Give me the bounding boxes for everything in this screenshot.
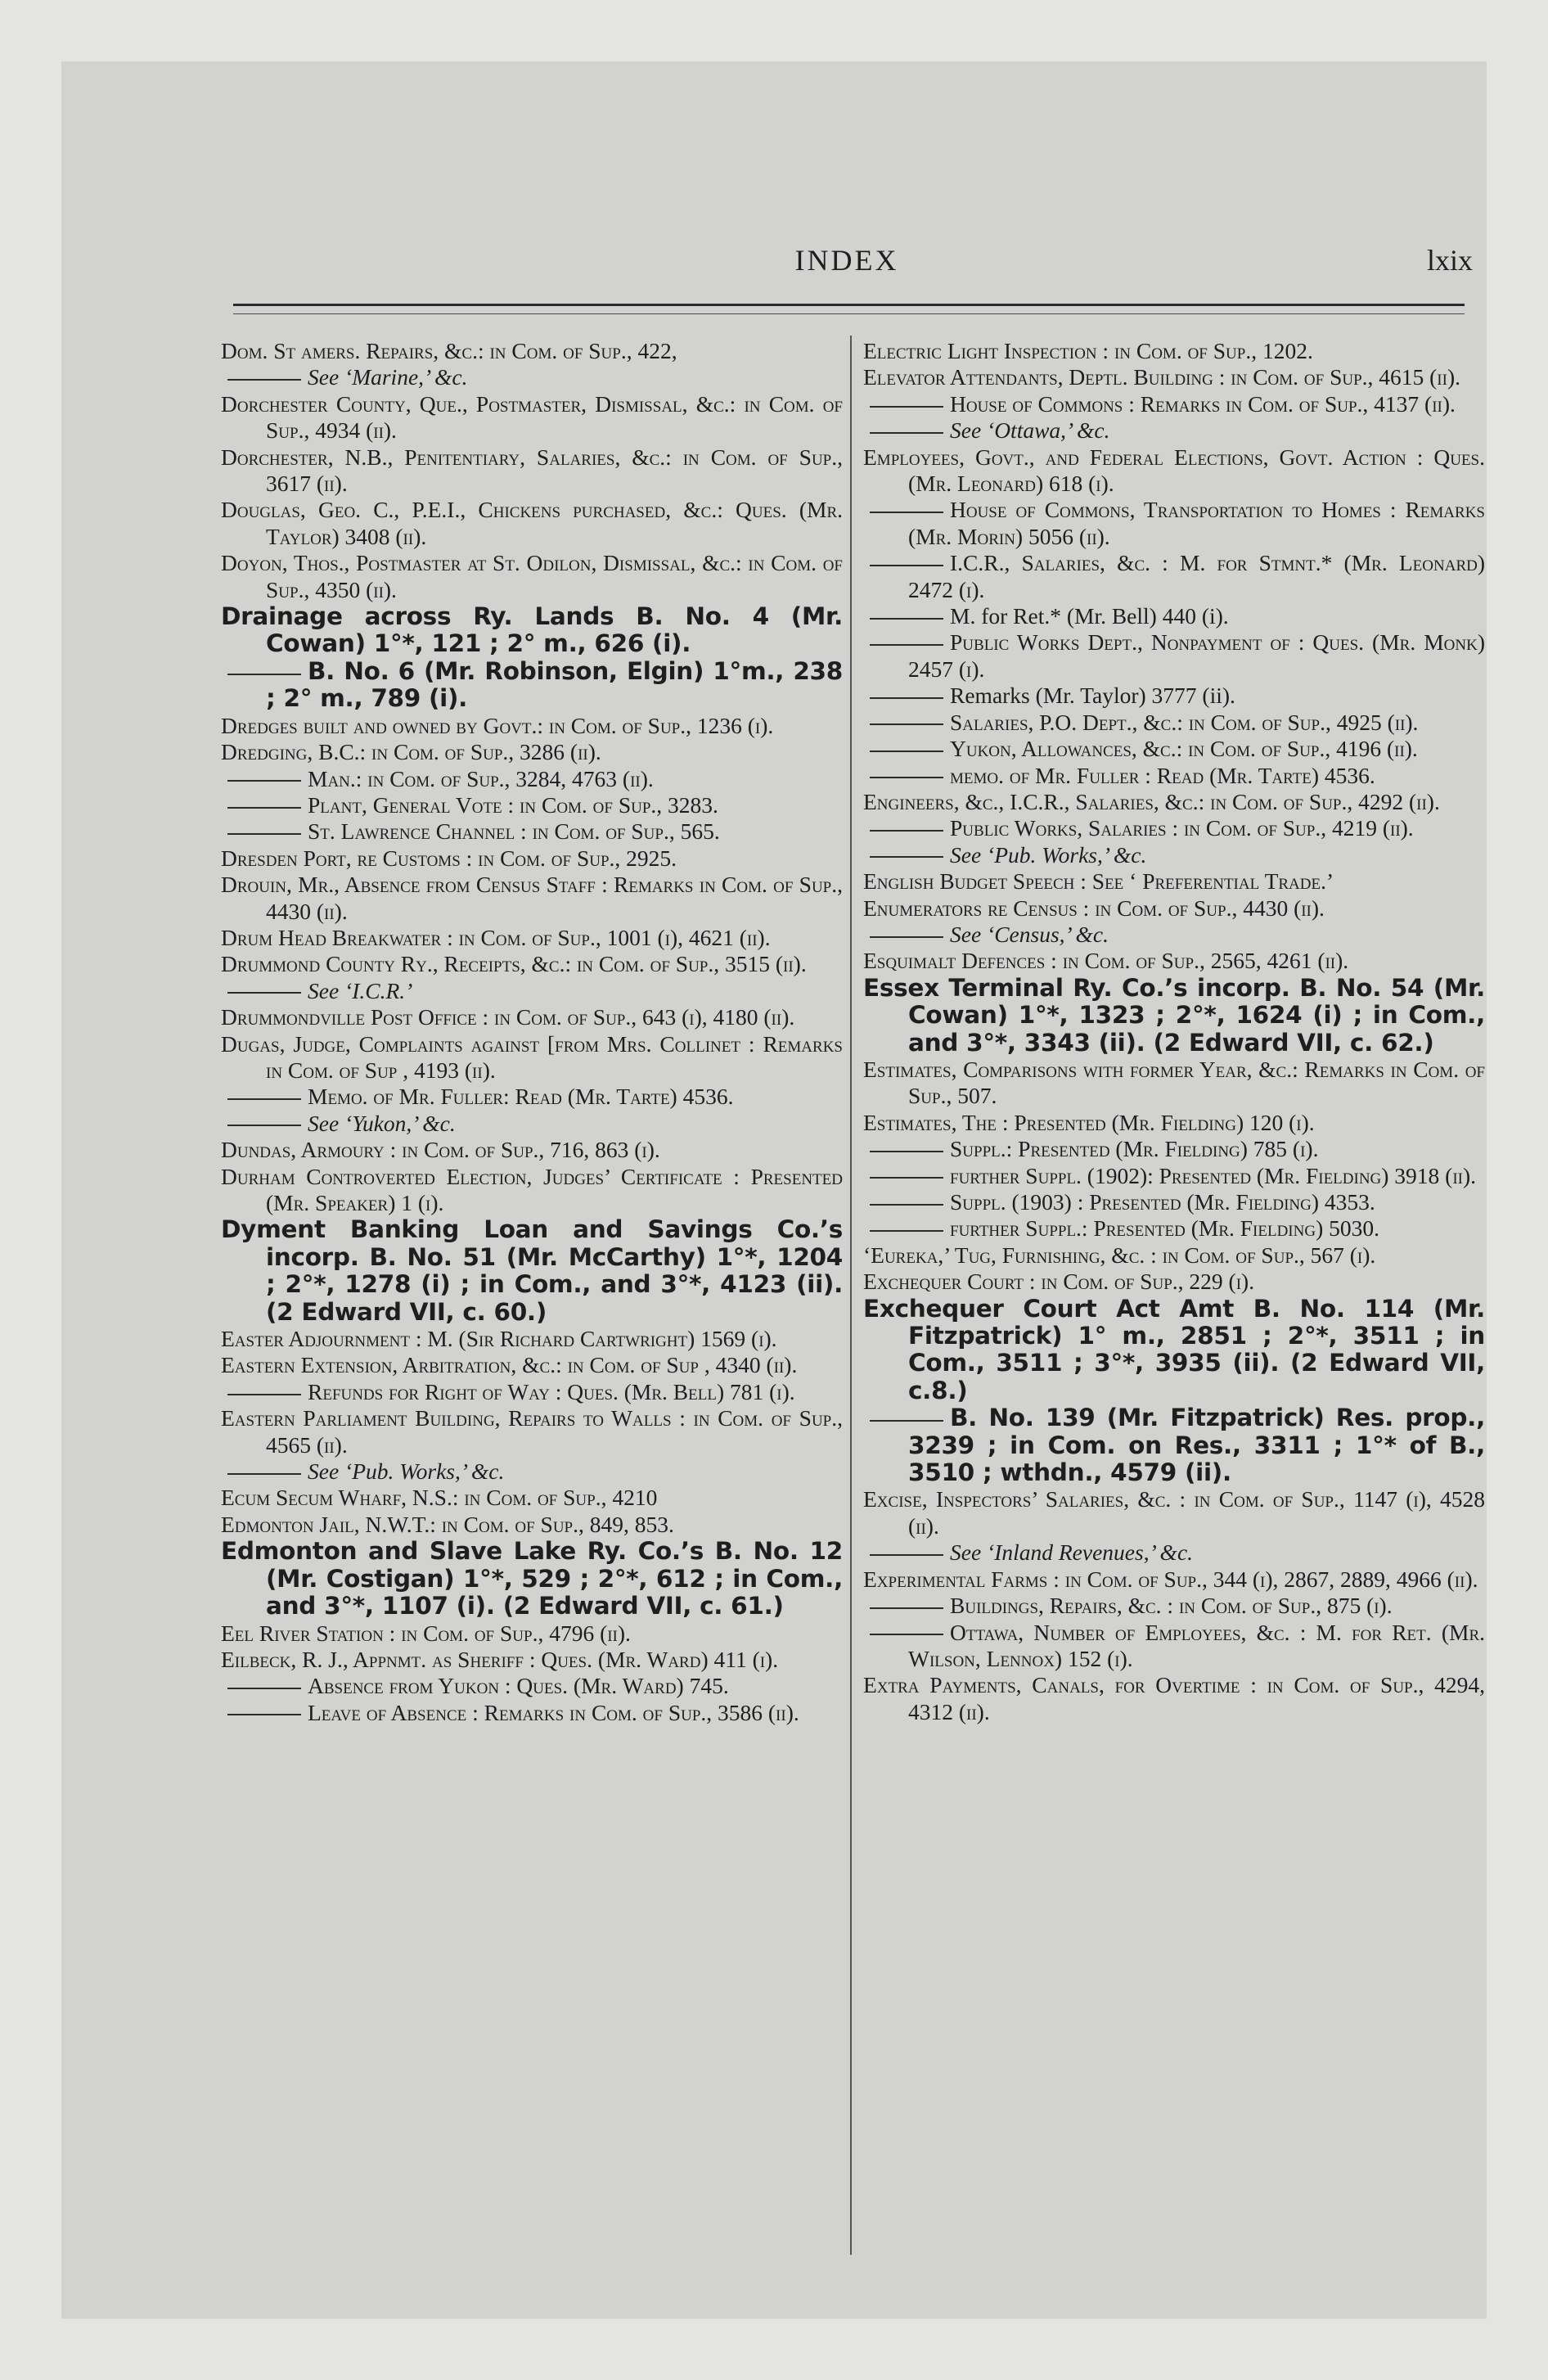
index-subentry-text: Public Works Dept., Nonpayment of : Ques. (Mr. Monk) 2457 (i).: [908, 629, 1485, 682]
index-subentry-text: Ottawa, Number of Employees, &c. : M. for Ret. (Mr. Wilson, Lennox) 152 (i).: [908, 1619, 1485, 1671]
ditto-dash: [870, 1230, 943, 1232]
ditto-dash: [870, 830, 943, 832]
ditto-dash: [227, 1125, 301, 1126]
index-subentry-text: See ‘Census,’ &c.: [950, 921, 1109, 947]
ditto-dash: [870, 856, 943, 858]
index-subentry: [863, 1215, 1485, 1242]
index-subentry-text: Plant, General Vote : in Com. of Sup., 3283.: [308, 791, 718, 818]
index-subentry: [863, 391, 1485, 417]
index-entry: Dugas, Judge, Complaints against [from Mrs. Collinet : Remarks in Com. of Sup , 4193 (ii).: [221, 1030, 843, 1083]
index-subentry-text: Suppl. (1903) : Presented (Mr. Fielding) 4353.: [950, 1189, 1375, 1215]
index-subentry: [221, 978, 843, 1004]
index-column-right: [863, 338, 1485, 1725]
index-entry: Eastern Extension, Arbitration, &c.: in Com. of Sup , 4340 (ii).: [221, 1352, 798, 1378]
index-subentry-text: See ‘Pub. Works,’ &c.: [950, 841, 1147, 868]
index-entry: Dresden Port, re Customs : in Com. of Sup., 2925.: [221, 845, 677, 871]
index-subentry-text: See ‘Pub. Works,’ &c.: [308, 1458, 505, 1485]
bill-entry-text: Exchequer Court Act Amt B. No. 114 (Mr. Fitzpatrick) 1° m., 2851 ; 2°*, 3511 ; in Com., 3511 ; 3°*, 3935 (ii). (2 Edward VII, c.8.): [863, 1294, 1485, 1404]
index-subentry: [863, 497, 1485, 550]
ditto-dash: [870, 512, 943, 513]
index-entry-bill: [863, 1296, 1485, 1405]
index-subentry: [863, 1539, 1485, 1566]
index-subentry-text: M. for Ret.* (Mr. Bell) 440 (i).: [950, 603, 1229, 629]
index-entry: Dredging, B.C.: in Com. of Sup., 3286 (ii).: [221, 739, 601, 765]
ditto-dash: [227, 379, 301, 381]
index-subentry: [221, 1111, 843, 1137]
index-subentry-text: further Suppl. (1902): Presented (Mr. Fielding) 3918 (ii).: [950, 1162, 1477, 1188]
index-entry: Employees, Govt., and Federal Elections, Govt. Action : Ques. (Mr. Leonard) 618 (i).: [863, 444, 1485, 497]
index-entry-bill: [221, 1538, 843, 1620]
index-entry: English Budget Speech : See ‘ Preferential Trade.’: [863, 868, 1334, 895]
index-subentry-text: Suppl.: Presented (Mr. Fielding) 785 (i).: [950, 1136, 1319, 1162]
bill-entry-text: Drainage across Ry. Lands B. No. 4 (Mr. Cowan) 1°*, 121 ; 2° m., 626 (i).: [221, 602, 843, 658]
index-subentry: [221, 658, 843, 713]
ditto-dash: [227, 807, 301, 809]
ditto-dash: [870, 432, 943, 434]
bill-subentry-text: B. No. 6 (Mr. Robinson, Elgin) 1°m., 238 ; 2° m., 789 (i).: [266, 656, 843, 713]
index-entry: Enumerators re Census : in Com. of Sup., 4430 (ii).: [863, 895, 1325, 921]
index-entry: Experimental Farms : in Com. of Sup., 344 (i), 2867, 2889, 4966 (ii).: [863, 1566, 1478, 1592]
index-subentry-text: Memo. of Mr. Fuller: Read (Mr. Tarte) 4536.: [308, 1084, 734, 1110]
index-subentry: [221, 1084, 843, 1110]
index-entry: Drummond County Ry., Receipts, &c.: in Com. of Sup., 3515 (ii).: [221, 951, 807, 977]
index-subentry-text: See ‘Ottawa,’ &c.: [950, 417, 1110, 444]
index-entry: Ecum Secum Wharf, N.S.: in Com. of Sup., 4210: [221, 1485, 658, 1511]
ditto-dash: [227, 674, 301, 675]
index-subentry-text: See ‘Yukon,’ &c.: [308, 1110, 456, 1136]
bill-subentry-text: B. No. 139 (Mr. Fitzpatrick) Res. prop., 3239 ; in Com. on Res., 3311 ; 1°* of B., 3510 ; wthdn., 4579 (ii).: [908, 1404, 1485, 1487]
index-subentry-text: House of Commons, Transportation to Homes : Remarks (Mr. Morin) 5056 (ii).: [908, 497, 1485, 549]
index-subentry: [221, 1458, 843, 1485]
index-subentry-text: further Suppl.: Presented (Mr. Fielding) 5030.: [950, 1215, 1379, 1242]
index-entry: Doyon, Thos., Postmaster at St. Odilon, Dismissal, &c.: in Com. of Sup., 4350 (ii).: [221, 550, 843, 602]
index-subentry: [863, 629, 1485, 683]
ditto-dash: [870, 936, 943, 938]
ditto-dash: [870, 618, 943, 620]
ditto-dash: [227, 1098, 301, 1100]
index-subentry: [221, 818, 843, 845]
ditto-dash: [227, 1688, 301, 1689]
page-number: lxix: [1426, 244, 1473, 277]
bill-entry-text: Essex Terminal Ry. Co.’s incorp. B. No. 54 (Mr. Cowan) 1°*, 1323 ; 2°*, 1624 (i) ; in Com., and 3°*, 3343 (ii). (2 Edward VII, c. 62.): [863, 973, 1485, 1057]
ditto-dash: [870, 1420, 943, 1422]
ditto-dash: [870, 565, 943, 566]
index-entry: Eastern Parliament Building, Repairs to Walls : in Com. of Sup., 4565 (ii).: [221, 1405, 843, 1458]
index-subentry: [221, 766, 843, 792]
index-entry: Excise, Inspectors’ Salaries, &c. : in Com. of Sup., 1147 (i), 4528 (ii).: [863, 1486, 1485, 1539]
index-subentry-text: See ‘I.C.R.’: [308, 977, 413, 1003]
index-entry-bill: [221, 1216, 843, 1326]
index-page: [221, 233, 1485, 2296]
ditto-dash: [227, 1394, 301, 1395]
index-entry: Dredges built and owned by Govt.: in Com. of Sup., 1236 (i).: [221, 712, 774, 738]
index-entry: Easter Adjournment : M. (Sir Richard Cartwright) 1569 (i).: [221, 1326, 777, 1352]
index-subentry: [863, 1136, 1485, 1162]
ditto-dash: [870, 644, 943, 646]
index-subentry: [863, 1593, 1485, 1619]
index-subentry: [863, 815, 1485, 841]
index-subentry-text: House of Commons : Remarks in Com. of Sup., 4137 (ii).: [950, 390, 1456, 417]
index-entry: Extra Payments, Canals, for Overtime : in Com. of Sup., 4294, 4312 (ii).: [863, 1672, 1485, 1724]
ditto-dash: [870, 1634, 943, 1635]
index-subentry-text: Public Works, Salaries : in Com. of Sup., 4219 (ii).: [950, 815, 1414, 841]
index-subentry: [863, 1163, 1485, 1189]
ditto-dash: [227, 1714, 301, 1715]
scanned-page-background: [61, 61, 1487, 2319]
ditto-dash: [227, 1473, 301, 1475]
index-entry: Douglas, Geo. C., P.E.I., Chickens purchased, &c.: Ques. (Mr. Taylor) 3408 (ii).: [221, 497, 843, 549]
ditto-dash: [227, 833, 301, 835]
ditto-dash: [227, 780, 301, 782]
running-head: [221, 243, 1473, 292]
index-entry: Estimates, The : Presented (Mr. Fielding) 120 (i).: [863, 1109, 1315, 1135]
index-subentry-text: I.C.R., Salaries, &c. : M. for Stmnt.* (Mr. Leonard) 2472 (i).: [908, 550, 1485, 602]
page-title: INDEX: [794, 244, 899, 277]
ditto-dash: [870, 723, 943, 725]
index-entry-bill: [863, 975, 1485, 1057]
index-subentry: [221, 1700, 843, 1726]
index-entry: Dorchester County, Que., Postmaster, Dismissal, &c.: in Com. of Sup., 4934 (ii).: [221, 390, 843, 444]
index-entry: Estimates, Comparisons with former Year, &c.: Remarks in Com. of Sup., 507.: [863, 1056, 1485, 1109]
index-subentry: [863, 683, 1485, 709]
index-subentry: [863, 736, 1485, 762]
bill-entry-text: Edmonton and Slave Lake Ry. Co.’s B. No. 12 (Mr. Costigan) 1°*, 529 ; 2°*, 612 ; in Com., and 3°*, 1107 (i). (2 Edward VII, c. 61.): [221, 1537, 843, 1620]
ditto-dash: [870, 406, 943, 408]
index-entry: Dom. St amers. Repairs, &c.: in Com. of Sup., 422,: [221, 338, 677, 363]
ditto-dash: [870, 751, 943, 752]
index-subentry-text: Leave of Absence : Remarks in Com. of Sup., 3586 (ii).: [308, 1699, 799, 1725]
index-subentry: [863, 1620, 1485, 1673]
index-entry: Eel River Station : in Com. of Sup., 4796 (ii).: [221, 1620, 631, 1646]
index-entry: Elevator Attendants, Deptl. Building : in Com. of Sup., 4615 (ii).: [863, 364, 1460, 390]
index-subentry: [863, 550, 1485, 603]
index-entry-bill: [221, 603, 843, 658]
index-subentry: [863, 1189, 1485, 1215]
index-entry: Drouin, Mr., Absence from Census Staff : Remarks in Com. of Sup., 4430 (ii).: [221, 872, 843, 924]
index-subentry: [863, 1404, 1485, 1486]
index-subentry: [863, 710, 1485, 736]
header-rule-thin: [233, 313, 1465, 314]
index-subentry: [221, 1379, 843, 1405]
index-subentry: [221, 1673, 843, 1699]
index-subentry-text: Refunds for Right of Way : Ques. (Mr. Bell) 781 (i).: [308, 1378, 795, 1404]
ditto-dash: [870, 1177, 943, 1179]
index-subentry: [221, 364, 843, 390]
index-subentry-text: Remarks (Mr. Taylor) 3777 (ii).: [950, 683, 1235, 709]
column-divider: [850, 336, 852, 2255]
index-subentry-text: memo. of Mr. Fuller : Read (Mr. Tarte) 4536.: [950, 762, 1375, 788]
index-subentry: [863, 842, 1485, 868]
index-subentry: [863, 922, 1485, 948]
ditto-dash: [870, 1204, 943, 1206]
ditto-dash: [870, 777, 943, 778]
index-subentry: [863, 603, 1485, 629]
header-rule: [233, 304, 1465, 306]
index-subentry: [863, 417, 1485, 444]
index-entry: Esquimalt Defences : in Com. of Sup., 2565, 4261 (ii).: [863, 948, 1349, 974]
index-subentry-text: Buildings, Repairs, &c. : in Com. of Sup., 875 (i).: [950, 1593, 1393, 1619]
index-subentry: [863, 763, 1485, 789]
index-subentry-text: See ‘Marine,’ &c.: [308, 364, 468, 390]
index-entry: Edmonton Jail, N.W.T.: in Com. of Sup., 849, 853.: [221, 1511, 674, 1537]
ditto-dash: [870, 1607, 943, 1609]
index-entry: Electric Light Inspection : in Com. of Sup., 1202.: [863, 338, 1313, 363]
index-entry: Engineers, &c., I.C.R., Salaries, &c.: in Com. of Sup., 4292 (ii).: [863, 788, 1440, 814]
index-entry: ‘Eureka,’ Tug, Furnishing, &c. : in Com. of Sup., 567 (i).: [863, 1242, 1376, 1268]
index-subentry: [221, 792, 843, 818]
index-entry: Drummondville Post Office : in Com. of Sup., 643 (i), 4180 (ii).: [221, 1004, 795, 1030]
index-entry: Exchequer Court : in Com. of Sup., 229 (i).: [863, 1269, 1255, 1295]
index-entry: Dundas, Armoury : in Com. of Sup., 716, 863 (i).: [221, 1137, 660, 1163]
ditto-dash: [227, 992, 301, 994]
index-subentry-text: Salaries, P.O. Dept., &c.: in Com. of Sup., 4925 (ii).: [950, 709, 1419, 735]
ditto-dash: [870, 697, 943, 699]
index-subentry-text: Yukon, Allowances, &c.: in Com. of Sup., 4196 (ii).: [950, 736, 1418, 762]
index-entry: Drum Head Breakwater : in Com. of Sup., 1001 (i), 4621 (ii).: [221, 924, 771, 950]
index-subentry-text: St. Lawrence Channel : in Com. of Sup., 565.: [308, 818, 720, 845]
index-entry: Dorchester, N.B., Penitentiary, Salaries, &c.: in Com. of Sup., 3617 (ii).: [221, 444, 843, 497]
index-subentry-text: Man.: in Com. of Sup., 3284, 4763 (ii).: [308, 765, 654, 791]
ditto-dash: [870, 1554, 943, 1556]
index-subentry-text: Absence from Yukon : Ques. (Mr. Ward) 745.: [308, 1673, 729, 1699]
index-column-left: [221, 338, 843, 1726]
bill-entry-text: Dyment Banking Loan and Savings Co.’s incorp. B. No. 51 (Mr. McCarthy) 1°*, 1204 ; 2°*, 1278 (i) ; in Com., and 3°*, 4123 (ii). (2 Edward VII, c. 60.): [221, 1215, 843, 1326]
index-subentry-text: See ‘Inland Revenues,’ &c.: [950, 1539, 1194, 1566]
ditto-dash: [870, 1151, 943, 1152]
index-entry: Eilbeck, R. J., Appnmt. as Sheriff : Ques. (Mr. Ward) 411 (i).: [221, 1646, 779, 1672]
index-entry: Durham Controverted Election, Judges’ Certificate : Presented (Mr. Speaker) 1 (i).: [221, 1163, 843, 1215]
